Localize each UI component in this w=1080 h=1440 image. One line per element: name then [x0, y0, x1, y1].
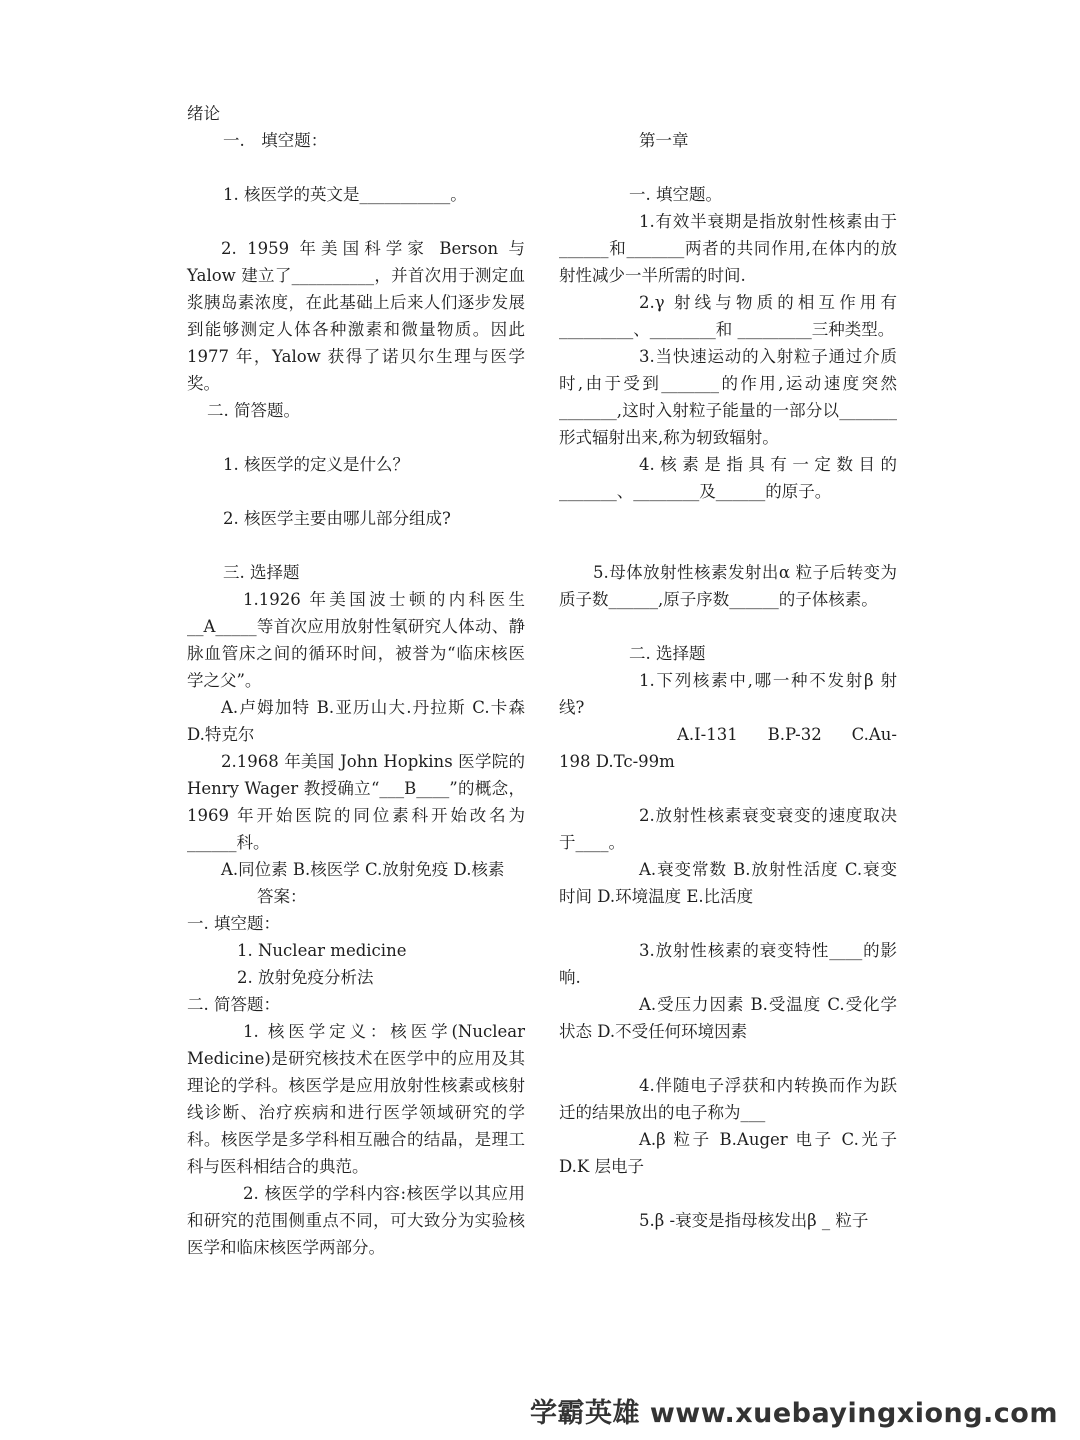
ch1-question-3: 3.当快速运动的入射粒子通过介质时,由于受到_______的作用,运动速度突然_______,这时入射粒子能量的一部分以_______形式辐射出来,称为轫致辐射。	[559, 347, 897, 447]
ch1-question-1: 1.有效半衰期是指放射性核素由于______和_______两者的共同作用,在体内的放射性减少一半所需的时间.	[559, 212, 897, 285]
choice-options-2: A.同位素 B.核医学 C.放射免疫 D.核素	[221, 860, 505, 879]
ch1-choice-1-options: A.I-131 B.P-32 C.Au-198 D.Tc-99m	[559, 725, 897, 771]
section-title-intro: 绪论	[187, 104, 220, 123]
heading-short-answer: 二. 简答题。	[207, 401, 300, 420]
ch1-choice-3: 3.放射性核素的衰变特性____的影响.	[559, 941, 897, 987]
answer-heading: 答案：	[257, 887, 307, 906]
answer-fill-1: 1. Nuclear medicine	[237, 941, 407, 960]
ch1-choice-4: 4.伴随电子浮获和内转换而作为跃迁的结果放出的电子称为___	[559, 1076, 897, 1122]
site-watermark: 学霸英雄 www.xuebayingxiong.com	[529, 1398, 1058, 1429]
answer-short-1: 1. 核医学定义：核医学(Nuclear Medicine)是研究核技术在医学中的应用及其理论的学科。核医学是应用放射性核素或核射线诊断、治疗疾病和进行医学领域研究的学科。核医学是多学科相互融合的结晶，是理工科与医科相结合的典范。	[187, 1022, 525, 1176]
short-answer-2: 2. 核医学主要由哪儿部分组成?	[223, 509, 451, 528]
ch1-choice-2: 2.放射性核素衰变衰变的速度取决于____。	[559, 806, 897, 852]
answer-fill-2: 2. 放射免疫分析法	[237, 968, 374, 987]
left-column	[187, 100, 525, 1261]
ch1-choice-4-options: A.β 粒子 B.Auger 电子 C.光子 D.K 层电子	[559, 1130, 897, 1176]
heading-choice-ch1: 二. 选择题	[629, 644, 706, 663]
heading-fill-in: 一. 填空题：	[223, 131, 328, 150]
short-answer-1: 1. 核医学的定义是什么？	[223, 455, 409, 474]
choice-question-1: 1.1926 年美国波士顿的内科医生__A_____等首次应用放射性氡研究人体动、静脉血管床之间的循环时间，被誉为“临床核医学之父”。	[187, 590, 525, 690]
ch1-question-5: 5.母体放射性核素发射出α 粒子后转变为质子数______,原子序数______的子体核素。	[559, 563, 897, 609]
answer-fill-heading: 一. 填空题：	[187, 914, 280, 933]
ch1-choice-5: 5.β -衰变是指母核发出β _ 粒子	[639, 1211, 869, 1230]
ch1-question-4: 4.核素是指具有一定数目的_______、________及______的原子。	[559, 455, 897, 501]
choice-question-2: 2.1968 年美国 John Hopkins 医学院的 Henry Wager 教授确立“___B____”的概念，1969 年开始医院的同位素科开始改名为______科。	[187, 752, 525, 852]
answer-short-heading: 二. 简答题：	[187, 995, 280, 1014]
question-1: 1. 核医学的英文是___________。	[223, 185, 467, 204]
ch1-choice-2-options: A.衰变常数 B.放射性活度 C.衰变时间 D.环境温度 E.比活度	[559, 860, 897, 906]
ch1-question-2: 2.γ 射线与物质的相互作用有_________、________和 _________三种类型。	[559, 293, 897, 339]
right-column	[559, 127, 897, 1234]
answer-short-2: 2. 核医学的学科内容:核医学以其应用和研究的范围侧重点不同，可大致分为实验核医学和临床核医学两部分。	[187, 1184, 525, 1257]
heading-fill-in-ch1: 一. 填空题。	[629, 185, 722, 204]
heading-choice: 三. 选择题	[223, 563, 300, 582]
choice-options-1: A.卢姆加特 B.亚历山大.丹拉斯 C.卡森 D.特克尔	[187, 698, 525, 744]
question-2: 2. 1959 年美国科学家 Berson 与 Yalow 建立了__________，并首次用于测定血浆胰岛素浓度，在此基础上后来人们逐步发展到能够测定人体各种激素和微量物质。因此 1977 年，Yalow 获得了诺贝尔生理与医学奖。	[187, 239, 525, 393]
ch1-choice-3-options: A.受压力因素 B.受温度 C.受化学状态 D.不受任何环境因素	[559, 995, 897, 1041]
chapter-title: 第一章	[639, 131, 689, 150]
ch1-choice-1: 1.下列核素中,哪一种不发射β 射线?	[559, 671, 897, 717]
